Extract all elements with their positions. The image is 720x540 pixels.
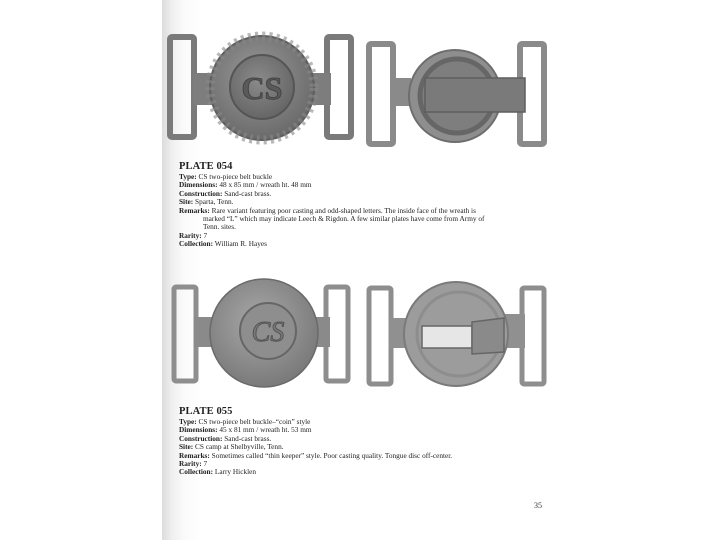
remarks-label: Remarks: (179, 205, 210, 215)
plate-055-back-photo (364, 278, 549, 393)
plate-055-title: PLATE 055 (179, 406, 233, 417)
type-label: Type: (179, 172, 197, 181)
remarks-value: Sometimes called “thin keeper” style. Poor casting quality. Tongue disc off-center. (211, 450, 453, 460)
construction-value: Sand-cast brass. (224, 188, 272, 198)
site-label: Site: (179, 442, 194, 452)
plate-054-back-photo (365, 40, 550, 150)
plate-055-front-photo (168, 275, 358, 395)
rarity-label: Rarity: (179, 230, 202, 240)
collection-value: William R. Hayes (214, 239, 267, 249)
plate-054-caption (179, 161, 484, 249)
type-label: Type: (179, 417, 197, 426)
rarity-value: 7 (203, 230, 208, 240)
collection-label: Collection: (179, 239, 214, 249)
dimensions-label: Dimensions: (179, 425, 218, 435)
dimensions-value: 45 x 81 mm / wreath ht. 53 mm (219, 425, 312, 435)
dimensions-value: 48 x 85 mm / wreath ht. 48 mm (219, 180, 312, 190)
plate-055-front-letters: CS (251, 317, 285, 348)
remarks-continuation: Tenn. sites. (203, 222, 236, 232)
remarks-continuation: marked “L” which may indicate Leech & Rigdon. A few similar plates have come from Army of (203, 214, 485, 224)
remarks-label: Remarks: (179, 450, 210, 460)
collection-label: Collection: (179, 467, 214, 477)
plate-055-caption (179, 406, 452, 477)
construction-value: Sand-cast brass. (224, 433, 272, 443)
plate-054-title: PLATE 054 (179, 161, 233, 172)
rarity-label: Rarity: (179, 459, 202, 469)
remarks-value: Rare variant featuring poor casting and odd-shaped letters. The inside face of the wreath is (211, 205, 476, 215)
rarity-value: 7 (203, 459, 208, 469)
site-value: Sparta, Tenn. (195, 197, 234, 207)
plate-054-front-letters: CS (241, 70, 283, 106)
site-value: CS camp at Shelbyville, Tenn. (195, 442, 284, 452)
plate-054-front-photo (165, 25, 360, 153)
dimensions-label: Dimensions: (179, 180, 218, 190)
construction-label: Construction: (179, 188, 223, 198)
type-value: CS two-piece belt buckle–“coin” style (198, 417, 311, 426)
collection-value: Larry Hicklen (214, 467, 257, 477)
construction-label: Construction: (179, 433, 223, 443)
page-number: 35 (534, 501, 542, 510)
type-value: CS two-piece belt buckle (198, 172, 273, 181)
site-label: Site: (179, 197, 194, 207)
